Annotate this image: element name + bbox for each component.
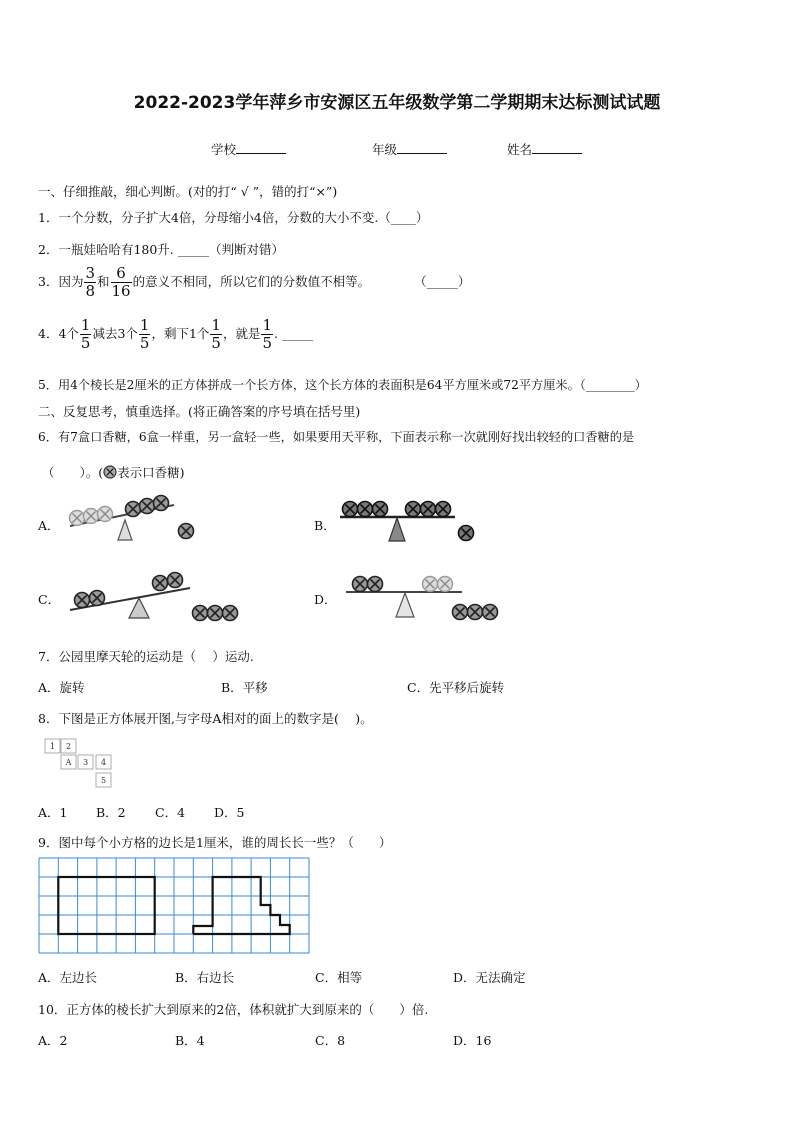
q3-text-pre: 3．因为 [38, 274, 84, 289]
q10-option-c[interactable]: C．8 [315, 1033, 346, 1048]
q4-text-3: ，剩下1个 [151, 326, 210, 341]
net-face-4: 4 [100, 758, 107, 767]
question-5: 5．用4个棱长是2厘米的正方体拼成一个长方体，这个长方体的表面积是64平方厘米或72平方厘米。（________） [38, 378, 647, 392]
q10-option-b[interactable]: B．4 [175, 1033, 205, 1048]
q6-option-d-label[interactable]: D． [314, 592, 337, 607]
right-stepped-shape [193, 877, 289, 934]
q3-answer-paren: （_____） [414, 274, 471, 289]
q8-option-d[interactable]: D．5 [214, 805, 245, 820]
question-10: 10．正方体的棱长扩大到原来的2倍，体积就扩大到原来的（ ）倍. [38, 1002, 429, 1017]
question-1: 1．一个分数，分子扩大4倍，分母缩小4倍，分数的大小不变.（____） [38, 210, 429, 225]
q6-option-c-label[interactable]: C． [38, 592, 61, 607]
question-6: 6．有7盒口香糖，6盒一样重，另一盒轻一些，如果要用天平称，下面表示称一次就刚好找出较轻的口香糖的是 [38, 430, 635, 444]
q9-option-a[interactable]: A．左边长 [38, 970, 98, 985]
balance-d [346, 577, 498, 620]
net-face-a: A [65, 758, 72, 767]
q9-option-c[interactable]: C．相等 [315, 970, 363, 985]
q8-option-b[interactable]: B．2 [96, 805, 126, 820]
question-9: 9．图中每个小方格的边长是1厘米，谁的周长长一些？（ ） [38, 835, 392, 850]
balance-a [70, 496, 194, 541]
q4-text-4: ，就是 [222, 326, 261, 341]
question-2: 2．一瓶娃哈哈有180升. _____（判断对错） [38, 242, 285, 257]
q3-fraction-1: $\frac{3}{8}$ [85, 264, 95, 300]
page-title: 2022-2023学年萍乡市安源区五年级数学第二学期期末达标测试试题 [133, 93, 661, 113]
q8-option-a[interactable]: A．1 [38, 805, 68, 820]
name-label: 姓名 [507, 142, 533, 157]
net-face-3: 3 [82, 758, 89, 767]
q10-option-d[interactable]: D．16 [453, 1033, 492, 1048]
q6-legend-text: 表示口香糖) [117, 465, 185, 480]
q6-option-a-label[interactable]: A． [38, 518, 60, 533]
q4-fraction-1: $\frac{1}{5}$ [80, 316, 91, 352]
q6-option-b-label[interactable]: B． [314, 518, 336, 533]
net-face-5: 5 [100, 776, 107, 785]
q4-fraction-4: $\frac{1}{5}$ [262, 316, 273, 352]
grade-label: 年级 [372, 142, 398, 157]
q6-line2-text: （ ）。( [42, 465, 104, 480]
section2-heading: 二、反复思考，慎重选择。(将正确答案的序号填在括号里) [38, 404, 361, 419]
q9-option-d[interactable]: D．无法确定 [453, 970, 526, 985]
perimeter-grid-figure [38, 857, 312, 957]
net-face-2: 2 [65, 742, 72, 751]
q7-option-a[interactable]: A．旋转 [38, 680, 85, 695]
q3-text-mid: 和 [97, 274, 110, 289]
q10-option-a[interactable]: A．2 [38, 1033, 68, 1048]
q3-fraction-2: $\frac{6}{16}$ [111, 264, 131, 300]
balance-b [340, 502, 474, 542]
section1-heading: 一、仔细推敲，细心判断。(对的打“ √ ”，错的打“×”) [38, 184, 338, 199]
q3-text-post: 的意义不相同，所以它们的分数值不相等。 [132, 274, 371, 289]
q4-fraction-3: $\frac{1}{5}$ [211, 316, 221, 352]
question-7: 7．公园里摩天轮的运动是（ ）运动. [38, 649, 254, 664]
q4-text-1: 4．4个 [38, 326, 79, 341]
q9-option-b[interactable]: B．右边长 [175, 970, 235, 985]
q4-text-5: . _____ [274, 326, 314, 341]
q4-text-2: 减去3个 [92, 326, 138, 341]
left-rectangle [58, 877, 154, 934]
balance-c [70, 573, 238, 621]
cube-net-diagram [44, 738, 116, 792]
q7-option-b[interactable]: B．平移 [221, 680, 268, 695]
q7-option-c[interactable]: C．先平移后旋转 [407, 680, 505, 695]
net-face-1: 1 [49, 742, 56, 751]
q8-option-c[interactable]: C．4 [155, 805, 186, 820]
school-label: 学校 [211, 142, 237, 157]
q4-fraction-2: $\frac{1}{5}$ [139, 316, 150, 352]
question-8: 8．下图是正方体展开图,与字母A相对的面上的数字是( )。 [38, 711, 373, 726]
